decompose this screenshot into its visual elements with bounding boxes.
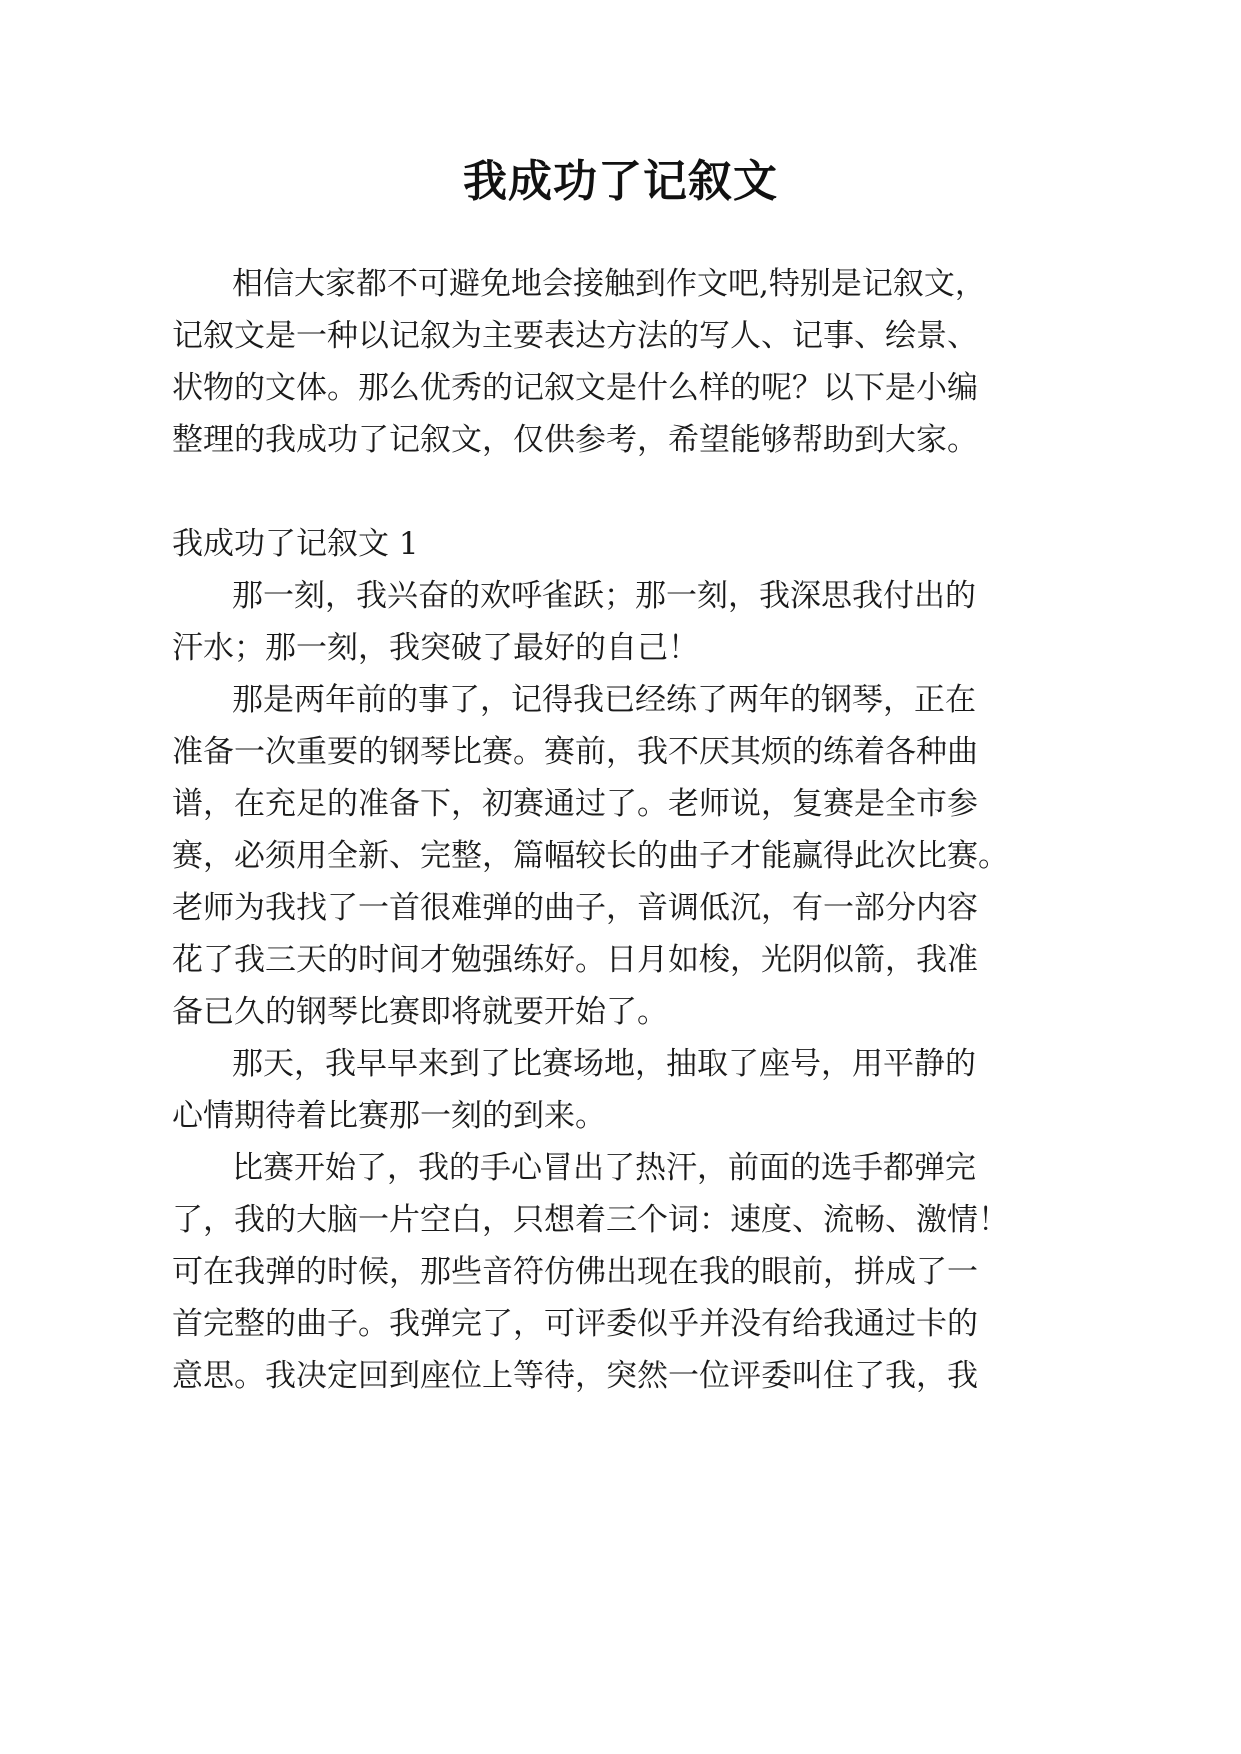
body-line-11: 心情期待着比赛那一刻的到来。 <box>172 1098 606 1134</box>
body-line-3: 那是两年前的事了，记得我已经练了两年的钢琴，正在 <box>232 682 976 718</box>
intro-line-4: 整理的我成功了记叙文，仅供参考，希望能够帮助到大家。 <box>172 422 978 458</box>
body-line-9: 备已久的钢琴比赛即将就要开始了。 <box>172 994 668 1030</box>
body-line-13: 了，我的大脑一片空白，只想着三个词：速度、流畅、激情！ <box>172 1202 1009 1238</box>
section-heading: 我成功了记叙文 1 <box>172 526 419 562</box>
body-line-10: 那天，我早早来到了比赛场地，抽取了座号，用平静的 <box>232 1046 976 1082</box>
body-line-16: 意思。我决定回到座位上等待，突然一位评委叫住了我，我 <box>172 1358 978 1394</box>
body-line-8: 花了我三天的时间才勉强练好。日月如梭，光阴似箭，我准 <box>172 942 978 978</box>
body-line-5: 谱，在充足的准备下，初赛通过了。老师说，复赛是全市参 <box>172 786 978 822</box>
body-line-12: 比赛开始了，我的手心冒出了热汗，前面的选手都弹完 <box>232 1150 976 1186</box>
document-title: 我成功了记叙文 <box>463 156 778 207</box>
body-line-6: 赛，必须用全新、完整，篇幅较长的曲子才能赢得此次比赛。 <box>172 838 1009 874</box>
intro-line-2: 记叙文是一种以记叙为主要表达方法的写人、记事、绘景、 <box>172 318 978 354</box>
body-line-7: 老师为我找了一首很难弹的曲子，音调低沉，有一部分内容 <box>172 890 978 926</box>
body-line-15: 首完整的曲子。我弹完了，可评委似乎并没有给我通过卡的 <box>172 1306 978 1342</box>
body-line-14: 可在我弹的时候，那些音符仿佛出现在我的眼前，拼成了一 <box>172 1254 978 1290</box>
body-line-4: 准备一次重要的钢琴比赛。赛前，我不厌其烦的练着各种曲 <box>172 734 978 770</box>
body-line-2: 汗水；那一刻，我突破了最好的自己！ <box>172 630 699 666</box>
intro-line-1: 相信大家都不可避免地会接触到作文吧,特别是记叙文， <box>232 266 986 302</box>
body-line-1: 那一刻，我兴奋的欢呼雀跃；那一刻，我深思我付出的 <box>232 578 976 614</box>
intro-line-3: 状物的文体。那么优秀的记叙文是什么样的呢？以下是小编 <box>172 370 978 406</box>
